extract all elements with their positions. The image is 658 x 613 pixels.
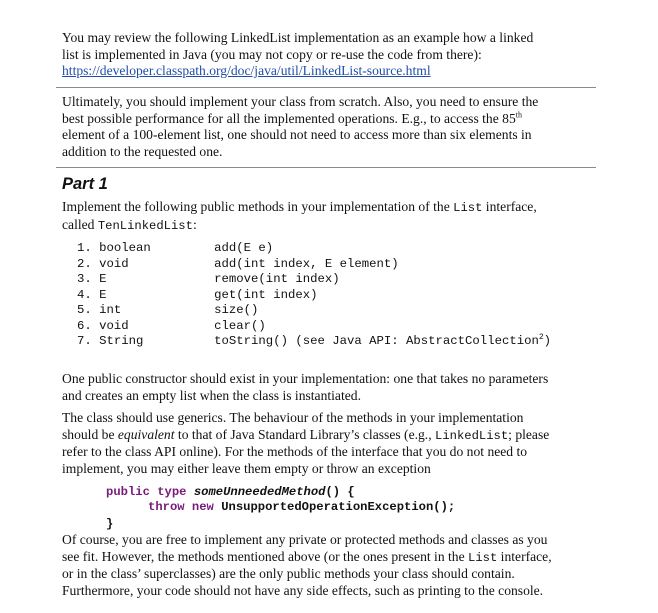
- return-type: void: [99, 319, 129, 333]
- constructor-paragraph: [62, 371, 594, 404]
- code-line-1: [106, 485, 355, 499]
- item-number: 3.: [77, 272, 92, 286]
- generics-line-1: The class should use generics. The behaviour of the methods in your implementation: [62, 410, 524, 425]
- item-number: 6.: [77, 319, 92, 333]
- scratch-line-1: Ultimately, you should implement your class from scratch. Also, you need to ensure the: [62, 94, 539, 109]
- return-type: E: [99, 288, 107, 302]
- scratch-paragraph: [62, 94, 594, 160]
- separator-rule: [56, 87, 596, 88]
- constructor-line-1: One public constructor should exist in your implementation: one that takes no parameters: [62, 371, 549, 386]
- closing-line-3: or in the class’ superclasses) are the only public methods your class should contain.: [62, 566, 515, 581]
- item-number: 5.: [77, 303, 92, 317]
- intro-line-1: You may review the following LinkedList implementation as an example how a linked: [62, 30, 534, 45]
- generics-line-2: [62, 427, 594, 445]
- closing-line-2-tail: interface,: [497, 548, 552, 564]
- signature-tail: () {: [325, 485, 355, 499]
- generics-line-3: refer to the class API online). For the methods of the interface that you do not need to: [62, 444, 528, 459]
- method-signature: get(int index): [214, 288, 318, 302]
- keyword-new: new: [191, 500, 214, 514]
- intro-paragraph: [62, 30, 594, 63]
- linkedlist-code: LinkedList: [435, 428, 509, 443]
- separator-rule: [56, 167, 596, 168]
- ordinal-suffix: th: [515, 109, 522, 119]
- closing-line-1: Of course, you are free to implement any private or protected methods and classes as you: [62, 532, 548, 547]
- closing-line-2: [62, 549, 594, 567]
- item-number: 2.: [77, 257, 92, 271]
- method-signature: add(int index, E element): [214, 257, 399, 271]
- scratch-line-3: element of a 100-element list, one should not need to access more than six elements in: [62, 127, 532, 142]
- method-signature: remove(int index): [214, 272, 340, 286]
- keyword-public: public: [106, 485, 150, 499]
- return-type: void: [99, 257, 129, 271]
- method-signature: toString() (see Java API: AbstractCollection: [214, 334, 539, 348]
- item-number: 7.: [77, 334, 92, 348]
- method-signature: size(): [214, 303, 259, 317]
- generics-line-2-text: should be: [62, 426, 118, 442]
- list-item: [77, 241, 273, 257]
- code-line-2: [148, 500, 455, 514]
- method-name: someUnneededMethod: [193, 485, 326, 499]
- list-item: [77, 257, 399, 273]
- generics-paragraph: [62, 410, 594, 477]
- generics-line-2-mid: to that of Java Standard Library’s classes (e.g.,: [174, 426, 435, 442]
- method-signature-end: ): [543, 334, 552, 348]
- part-1-heading: Part 1: [62, 175, 108, 193]
- list-item: [77, 303, 258, 319]
- scratch-line-2-text: best possible performance for all the implemented operations. E.g., to access the 85: [62, 110, 516, 126]
- closing-line-2-text: see fit. However, the methods mentioned above (or the ones present in the: [62, 548, 469, 564]
- list-interface-code: List: [453, 201, 483, 215]
- keyword-throw: throw: [148, 500, 185, 514]
- item-number: 4.: [77, 288, 92, 302]
- scratch-line-2: [62, 111, 594, 128]
- method-signature: clear(): [214, 319, 266, 333]
- method-signature: add(E e): [214, 241, 274, 255]
- linkedlist-source-link[interactable]: https://developer.classpath.org/doc/java/util/LinkedList-source.html: [62, 63, 431, 78]
- footnote-marker: 2: [538, 332, 544, 342]
- part-1-line-1-text: Implement the following public methods in your implementation of the: [62, 199, 454, 214]
- emphasis-equivalent: equivalent: [117, 426, 175, 442]
- return-type: E: [99, 272, 107, 286]
- part-1-line-2: [62, 217, 594, 235]
- item-number: 1.: [77, 241, 92, 255]
- exception-name: UnsupportedOperationException();: [221, 500, 456, 514]
- list-item: [77, 334, 551, 350]
- intro-line-2: list is implemented in Java (you may not copy or re-use the code from there):: [62, 46, 482, 62]
- list-item: [77, 272, 340, 288]
- part-1-line-2-tail: :: [192, 216, 197, 232]
- list-interface-code: List: [468, 550, 498, 565]
- closing-paragraph: [62, 532, 594, 599]
- return-type: String: [99, 334, 144, 348]
- list-item: [77, 288, 317, 304]
- scratch-line-4: addition to the requested one.: [62, 143, 223, 159]
- keyword-type: type: [157, 485, 187, 499]
- generics-line-2-tail: ; please: [508, 426, 550, 442]
- class-name-code: TenLinkedList: [97, 218, 193, 233]
- closing-line-4: Furthermore, your code should not have any side effects, such as printing to the console.: [62, 582, 544, 598]
- generics-line-4: implement, you may either leave them empty or throw an exception: [62, 460, 431, 476]
- part-1-line-1-tail: interface,: [482, 199, 537, 214]
- part-1-line-1: [62, 199, 594, 217]
- constructor-line-2: and creates an empty list when the class is instantiated.: [62, 387, 361, 403]
- return-type: int: [99, 303, 122, 317]
- part-1-line-2-text: called: [62, 216, 98, 232]
- list-item: [77, 319, 266, 335]
- return-type: boolean: [99, 241, 151, 255]
- part-1-intro: [62, 199, 594, 234]
- code-line-3: }: [106, 517, 114, 531]
